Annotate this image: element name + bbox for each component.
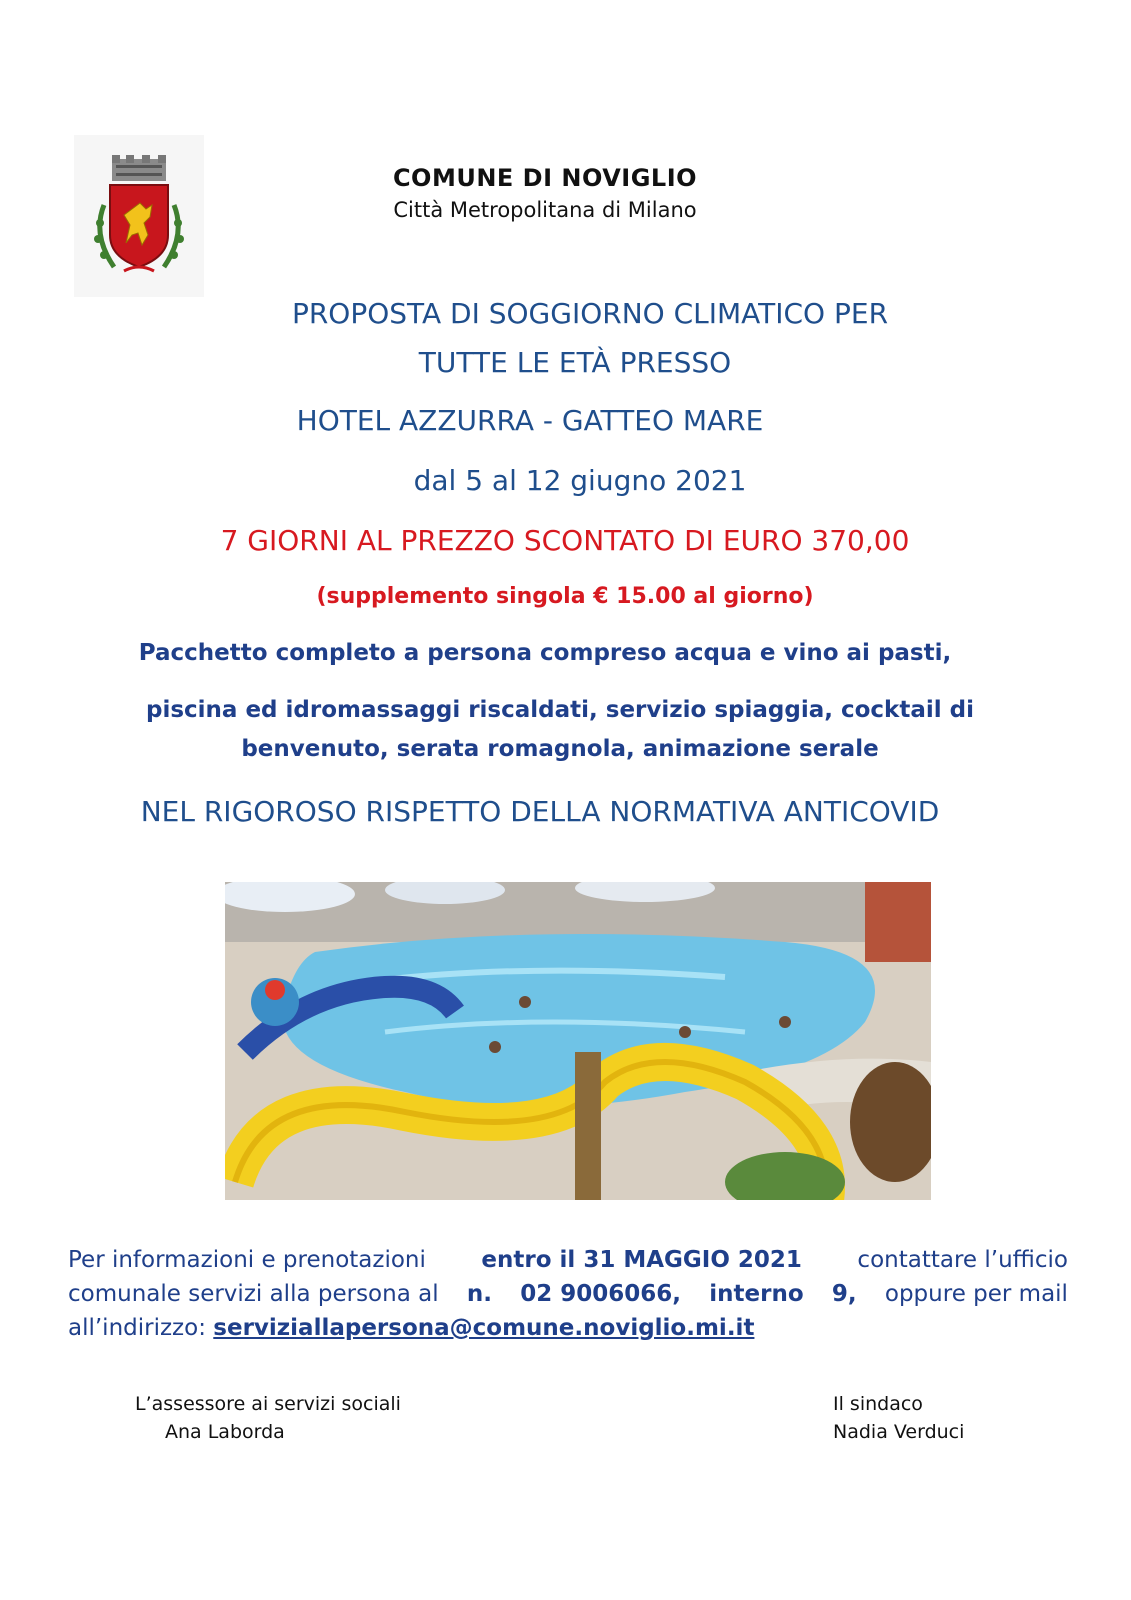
phone-number: 02 9006066, xyxy=(520,1281,682,1307)
package-line-3: benvenuto, serata romagnola, animazione serale xyxy=(241,736,879,762)
contact-text-5: all’indirizzo: xyxy=(68,1315,206,1341)
assessor-name: Ana Laborda xyxy=(165,1421,285,1443)
price-offer: 7 GIORNI AL PREZZO SCONTATO DI EURO 370,00 xyxy=(220,524,910,557)
coat-of-arms xyxy=(74,135,204,297)
package-line-1: Pacchetto completo a persona compreso acqua e vino ai pasti, xyxy=(138,640,952,666)
municipality-subtitle: Città Metropolitana di Milano xyxy=(393,198,697,222)
contact-row-2 xyxy=(68,1277,1068,1311)
hotel-pool-photo xyxy=(225,882,931,1200)
email-link[interactable]: serviziallapersona@comune.noviglio.mi.it xyxy=(213,1315,755,1341)
contact-info xyxy=(68,1243,1068,1345)
hotel-location: HOTEL AZZURRA - GATTEO MARE xyxy=(296,404,764,437)
assessor-role: L’assessore ai servizi sociali xyxy=(135,1393,401,1415)
mayor-name: Nadia Verduci xyxy=(833,1421,965,1443)
single-supplement: (supplemento singola € 15.00 al giorno) xyxy=(316,584,814,609)
deadline: entro il 31 MAGGIO 2021 xyxy=(481,1247,802,1273)
phone-label: n. xyxy=(466,1281,492,1307)
headline-line-1: PROPOSTA DI SOGGIORNO CLIMATICO PER xyxy=(291,297,889,330)
signature-right xyxy=(833,1390,1053,1446)
contact-text-3: comunale servizi alla persona al xyxy=(68,1281,439,1307)
extension-number: 9, xyxy=(831,1281,857,1307)
extension-label: interno xyxy=(709,1281,804,1307)
contact-row-1 xyxy=(68,1243,1068,1277)
contact-text-4: oppure per mail xyxy=(884,1281,1068,1307)
headline-line-2: TUTTE LE ETÀ PRESSO xyxy=(418,346,732,379)
mayor-role: Il sindaco xyxy=(833,1393,923,1415)
stay-dates: dal 5 al 12 giugno 2021 xyxy=(413,464,747,497)
package-line-2: piscina ed idromassaggi riscaldati, servizio spiaggia, cocktail di xyxy=(145,697,974,723)
anticovid-notice: NEL RIGOROSO RISPETTO DELLA NORMATIVA ANTICOVID xyxy=(140,795,940,828)
signature-left xyxy=(135,1390,455,1446)
contact-row-3 xyxy=(68,1311,1068,1345)
contact-text-1: Per informazioni e prenotazioni xyxy=(68,1247,426,1273)
contact-text-2: contattare l’ufficio xyxy=(857,1247,1068,1273)
municipality-name: COMUNE DI NOVIGLIO xyxy=(392,164,698,192)
